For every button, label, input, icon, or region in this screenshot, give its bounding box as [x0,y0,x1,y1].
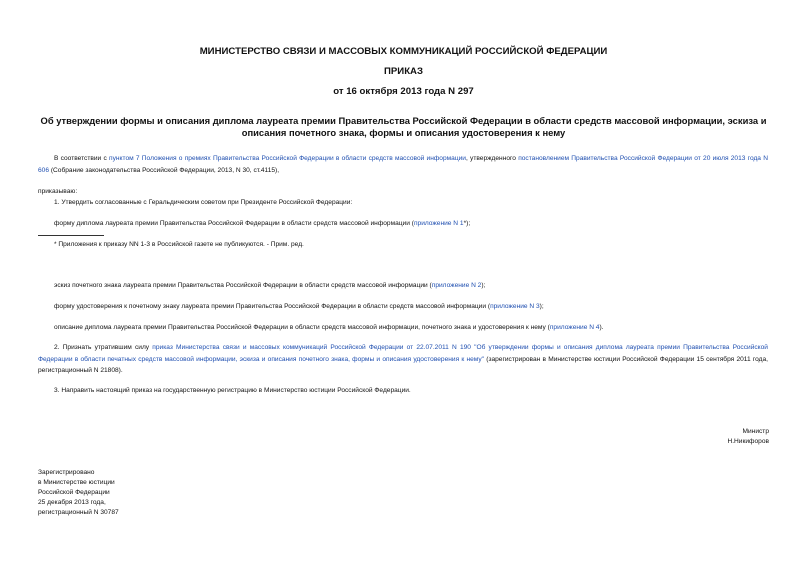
intro-text-1: В соответствии с [54,155,110,162]
document-title: Об утверждении формы и описания диплома лауреата премии Правительства Российской Федерации в области средств массовой информации, эскиза и описания почетного знака, формы и описания удостоверения к нему [40,115,767,138]
registration-line-4: 25 декабря 2013 года, [38,499,106,506]
intro-paragraph [38,153,768,176]
signature-name: Н.Никифоров [727,438,769,445]
link-paragraph-7[interactable]: пунктом 7 Положения о премиях Правительства Российской Федерации в области средств массовой информации [109,155,466,162]
footnote: * Приложения к приказу NN 1-3 в Российской газете не публикуются. - Прим. ред. [54,241,304,248]
link-order-190[interactable]: приказ Министерства связи и массовых коммуникаций Российской Федерации от 22.07.2011 N 190 "Об утверждении формы и описания диплома лауреата премии Правительства Российской Федерации в области печатных средств массовой информации, эскиза и описания почетного знака, формы и описания удостоверения к нему" [38,344,768,363]
form-cert-tail: ); [539,303,544,310]
link-appendix-4[interactable]: приложение N 4 [549,324,600,331]
sketch-text: эскиз почетного знака лауреата премии Правительства Российской Федерации в области средств массовой информации ( [54,282,432,289]
form-diploma-item [54,218,470,230]
description-item [54,322,604,334]
sketch-tail: ); [481,282,486,289]
footnote-divider [38,235,104,236]
description-tail: ). [599,324,604,331]
item-3: 3. Направить настоящий приказ на государственную регистрацию в Министерство юстиции Российской Федерации. [54,387,411,394]
sketch-item [54,280,485,292]
link-appendix-3[interactable]: приложение N 3 [490,303,540,310]
registration-line-2: в Министерстве юстиции [38,479,115,486]
doc-type-heading: ПРИКАЗ [384,66,423,77]
intro-text-2: , утвержденного [465,155,519,162]
form-certificate-item [54,301,544,313]
item-2-text-2: (зарегистрирован в Министерстве юстиции Российской Федерации 15 сентября 2011 года, регистрационный N 21808). [38,355,768,374]
link-resolution-606[interactable]: постановлением Правительства Российской Федерации от 20 июля 2013 года N 606 [38,155,768,174]
ministry-heading: МИНИСТЕРСТВО СВЯЗИ И МАССОВЫХ КОММУНИКАЦИЙ РОССИЙСКОЙ ФЕДЕРАЦИИ [199,46,608,57]
form-cert-text: форму удостоверения к почетному знаку лауреата премии Правительства Российской Федерации в области средств массовой информации ( [54,303,491,310]
form-diploma-tail: *); [463,220,471,227]
orders-label: приказываю: [38,188,78,195]
signature-position: Министр [742,428,769,435]
description-text: описание диплома лауреата премии Правительства Российской Федерации в области средств массовой информации, почетного знака и удостоверения к нему ( [54,324,550,331]
item-2-text-1: 2. Признать утратившим силу [54,344,153,351]
date-number-heading: от 16 октября 2013 года N 297 [333,86,474,97]
registration-line-3: Российской Федерации [38,489,110,496]
link-appendix-1[interactable]: приложение N 1 [413,220,464,227]
form-diploma-text: форму диплома лауреата премии Правительства Российской Федерации в области средств массовой информации ( [54,220,414,227]
intro-text-3: (Собрание законодательства Российской Федерации, 2013, N 30, ст.4115), [49,166,280,174]
link-appendix-2[interactable]: приложение N 2 [431,282,482,289]
item-1: 1. Утвердить согласованные с Геральдическим советом при Президенте Российской Федерации: [54,199,353,206]
registration-line-5: регистрационный N 30787 [38,509,119,516]
registration-line-1: Зарегистрировано [38,469,95,476]
item-2 [38,342,768,377]
